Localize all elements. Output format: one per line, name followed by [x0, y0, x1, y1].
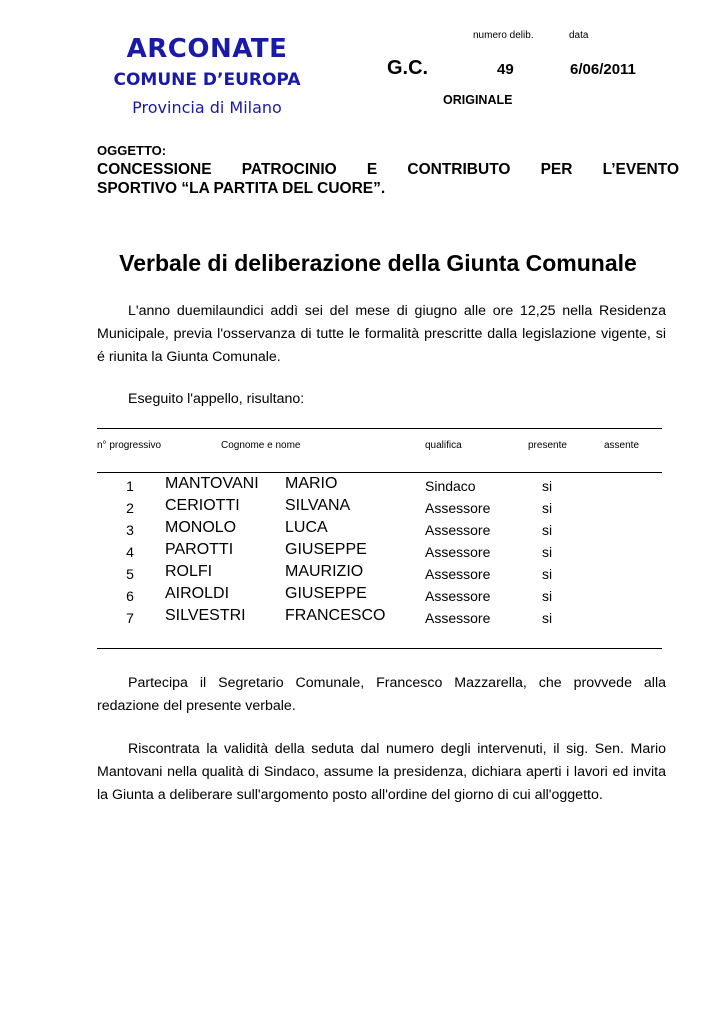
- oggetto-word: L’EVENTO: [602, 161, 679, 178]
- header-num: n° progressivo: [97, 440, 162, 451]
- row-firstname: GIUSEPPE: [285, 585, 367, 602]
- oggetto-word: CONCESSIONE: [97, 161, 212, 178]
- oggetto-word: CONTRIBUTO: [407, 161, 511, 178]
- header-present: presente: [528, 440, 567, 451]
- oggetto-line-1: [97, 160, 679, 179]
- row-role: Assessore: [425, 588, 491, 604]
- secretary-paragraph: Partecipa il Segretario Comunale, Francesco Mazzarella, che provvede alla redazione del presente verbale.: [97, 675, 666, 714]
- table-row: [97, 607, 662, 629]
- row-surname: CERIOTTI: [165, 497, 240, 514]
- row-num: 1: [126, 478, 134, 494]
- row-surname: PAROTTI: [165, 541, 234, 558]
- row-present: si: [542, 544, 553, 560]
- numero-delib-value: 49: [497, 61, 514, 78]
- gc-label: G.C.: [387, 57, 429, 79]
- row-surname: ROLFI: [165, 563, 213, 580]
- row-present: si: [542, 610, 553, 626]
- province-name: Provincia di Milano: [132, 98, 282, 117]
- row-firstname: SILVANA: [285, 497, 351, 514]
- oggetto-word: E: [366, 161, 378, 178]
- table-row: [97, 475, 662, 497]
- row-num: 2: [126, 500, 134, 516]
- data-label: data: [569, 30, 589, 41]
- row-surname: AIROLDI: [165, 585, 230, 602]
- row-firstname: MARIO: [285, 475, 338, 492]
- row-role: Assessore: [425, 566, 491, 582]
- row-present: si: [542, 478, 553, 494]
- table-row: [97, 563, 662, 585]
- row-surname: SILVESTRI: [165, 607, 246, 624]
- row-num: 3: [126, 522, 134, 538]
- oggetto-text: [97, 160, 679, 198]
- row-role: Assessore: [425, 610, 491, 626]
- row-firstname: MAURIZIO: [285, 563, 364, 580]
- header-name: Cognome e nome: [221, 440, 301, 451]
- row-present: si: [542, 566, 553, 582]
- row-num: 5: [126, 566, 134, 582]
- oggetto-word: PATROCINIO: [241, 161, 337, 178]
- town-name: ARCONATE: [126, 34, 288, 64]
- header-absent: assente: [604, 440, 640, 451]
- table-row: [97, 519, 662, 541]
- oggetto-word: PER: [540, 161, 573, 178]
- header-role: qualifica: [425, 440, 462, 451]
- data-value: 6/06/2011: [570, 61, 636, 78]
- validity-paragraph: Riscontrata la validità della seduta dal numero degli intervenuti, il sig. Sen. Mario Mantovani nella qualità di Sindaco, assume la presidenza, dichiara aperti i lavori ed invita la Giunta a deliberare sull'argomento posto all'ordine del giorno di cui all'oggetto.: [97, 741, 666, 803]
- row-num: 6: [126, 588, 134, 604]
- row-firstname: FRANCESCO: [285, 607, 386, 624]
- row-firstname: GIUSEPPE: [285, 541, 367, 558]
- row-role: Sindaco: [425, 478, 476, 494]
- intro-paragraph: L'anno duemilaundici addì sei del mese di giugno alle ore 12,25 nella Residenza Municipale, previa l'osservanza di tutte le formalità prescritte dalla legislazione vigente, si é riunita la Giunta Comunale.: [97, 303, 666, 365]
- table-top-rule: [97, 428, 662, 429]
- row-surname: MONOLO: [165, 519, 237, 536]
- document-status: ORIGINALE: [443, 93, 513, 107]
- row-num: 4: [126, 544, 134, 560]
- table-bottom-rule: [97, 648, 662, 649]
- row-present: si: [542, 588, 553, 604]
- table-row: [97, 497, 662, 519]
- row-present: si: [542, 500, 553, 516]
- table-row: [97, 585, 662, 607]
- document-title: Verbale di deliberazione della Giunta Comunale: [119, 250, 637, 276]
- roll-call-text: Eseguito l'appello, risultano:: [128, 391, 305, 407]
- table-row: [97, 541, 662, 563]
- oggetto-label: OGGETTO:: [97, 143, 167, 158]
- row-surname: MANTOVANI: [165, 475, 259, 492]
- row-role: Assessore: [425, 500, 491, 516]
- numero-delib-label: numero delib.: [473, 30, 534, 41]
- row-role: Assessore: [425, 522, 491, 538]
- row-role: Assessore: [425, 544, 491, 560]
- row-firstname: LUCA: [285, 519, 328, 536]
- table-header-rule: [97, 472, 662, 473]
- row-num: 7: [126, 610, 134, 626]
- row-present: si: [542, 522, 553, 538]
- oggetto-line-2: SPORTIVO “LA PARTITA DEL CUORE”.: [97, 180, 386, 197]
- town-motto: COMUNE D’EUROPA: [113, 70, 301, 90]
